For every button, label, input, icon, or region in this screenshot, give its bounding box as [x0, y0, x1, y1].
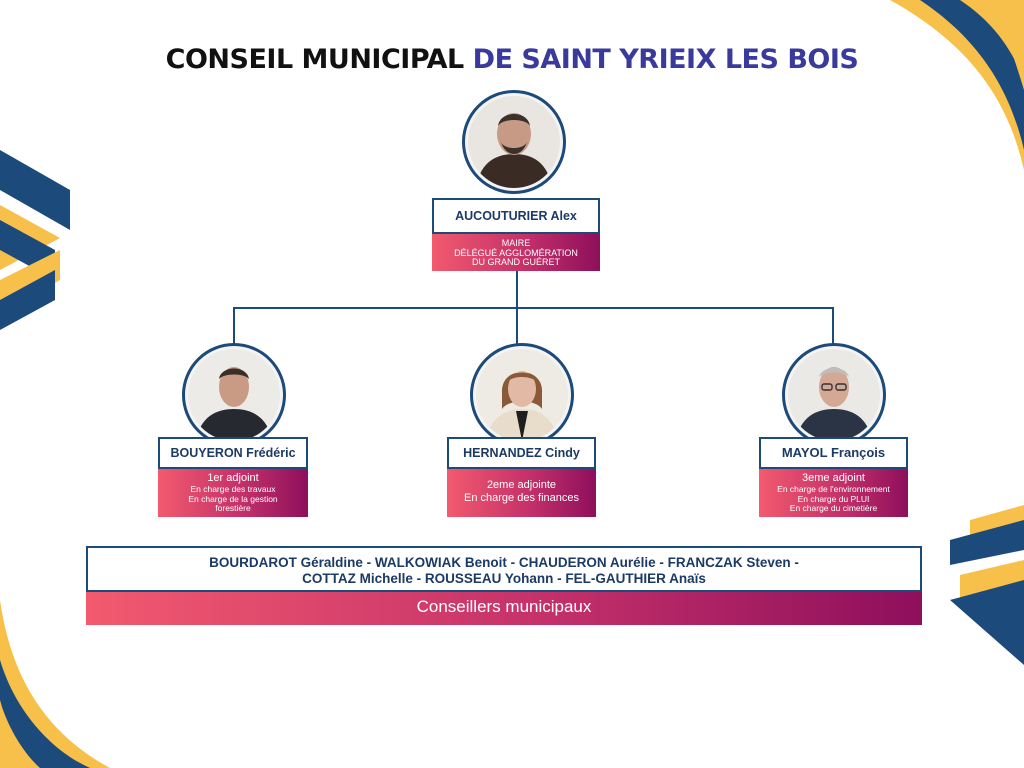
decor-bottom-left: [0, 600, 120, 768]
deputy-3-photo: [782, 343, 886, 447]
deputy-3-duty: En charge du cimetière: [789, 503, 878, 513]
deputy-3-name: MAYOL François: [781, 445, 886, 460]
deputy-3-duty: En charge du PLUI: [797, 493, 870, 504]
mayor-name-box: [432, 198, 600, 234]
mayor-role-box: [432, 234, 600, 271]
deputy-3-role-box: [759, 469, 908, 517]
deputy-3-title: 3eme adjoint: [802, 472, 865, 484]
title-part-2: DE SAINT YRIEIX LES BOIS: [472, 44, 859, 75]
deputy-2-name-box: [447, 437, 596, 469]
title-part-1: CONSEIL MUNICIPAL: [165, 44, 464, 75]
decor-top-right: [880, 0, 1024, 170]
connector-center: [516, 307, 518, 345]
deputy-1-name: BOUYERON Frédéric: [170, 446, 296, 460]
avatar: [468, 96, 560, 188]
councillors-line: BOURDAROT Géraldine - WALKOWIAK Benoit - CHAUDERON Aurélie - FRANCZAK Steven -: [209, 555, 799, 570]
mayor-name: AUCOUTURIER Alex: [455, 209, 577, 223]
deputy-1-name-box: [158, 437, 308, 469]
deputy-1-duty: En charge des travaux: [190, 484, 276, 494]
deputy-1-title: 1er adjoint: [207, 472, 259, 484]
councillors-line: COTTAZ Michelle - ROUSSEAU Yohann - FEL-GAUTHIER Anaïs: [302, 571, 706, 586]
decor-left-chevrons: [0, 150, 72, 340]
connector-left: [233, 307, 235, 345]
connector-right: [832, 307, 834, 345]
connector-vertical-mayor: [516, 270, 518, 308]
deputy-2-photo: [470, 343, 574, 447]
avatar: [788, 349, 880, 441]
deputy-3-duty: En charge de l'environnement: [777, 484, 890, 494]
deputy-2-role-box: [447, 469, 596, 517]
deputy-2-title: 2eme adjointe: [486, 479, 557, 491]
deputy-1-role-box: [158, 469, 308, 517]
mayor-role-line: MAIRE: [501, 238, 531, 248]
deputy-1-duty: forestière: [215, 503, 251, 513]
deputy-2-duty: En charge des finances: [464, 492, 579, 504]
councillors-label: Conseillers municipaux: [416, 597, 592, 616]
avatar: [188, 349, 280, 441]
deputy-2-name: HERNANDEZ Cindy: [463, 446, 580, 460]
deputy-3-name-box: [759, 437, 908, 469]
deputy-1-photo: [182, 343, 286, 447]
deputy-1-duty: En charge de la gestion: [188, 493, 278, 504]
mayor-role-line: DU GRAND GUÉRET: [471, 257, 560, 267]
page-title: [0, 44, 1024, 75]
decor-right-chevrons: [950, 505, 1024, 665]
councillors-label-box: [86, 592, 922, 625]
councillors-names-box: [86, 546, 922, 592]
mayor-role-line: DÉLÉGUÉ AGGLOMÉRATION: [454, 247, 578, 258]
connector-horizontal: [233, 307, 834, 309]
avatar: [476, 349, 568, 441]
mayor-photo: [462, 90, 566, 194]
